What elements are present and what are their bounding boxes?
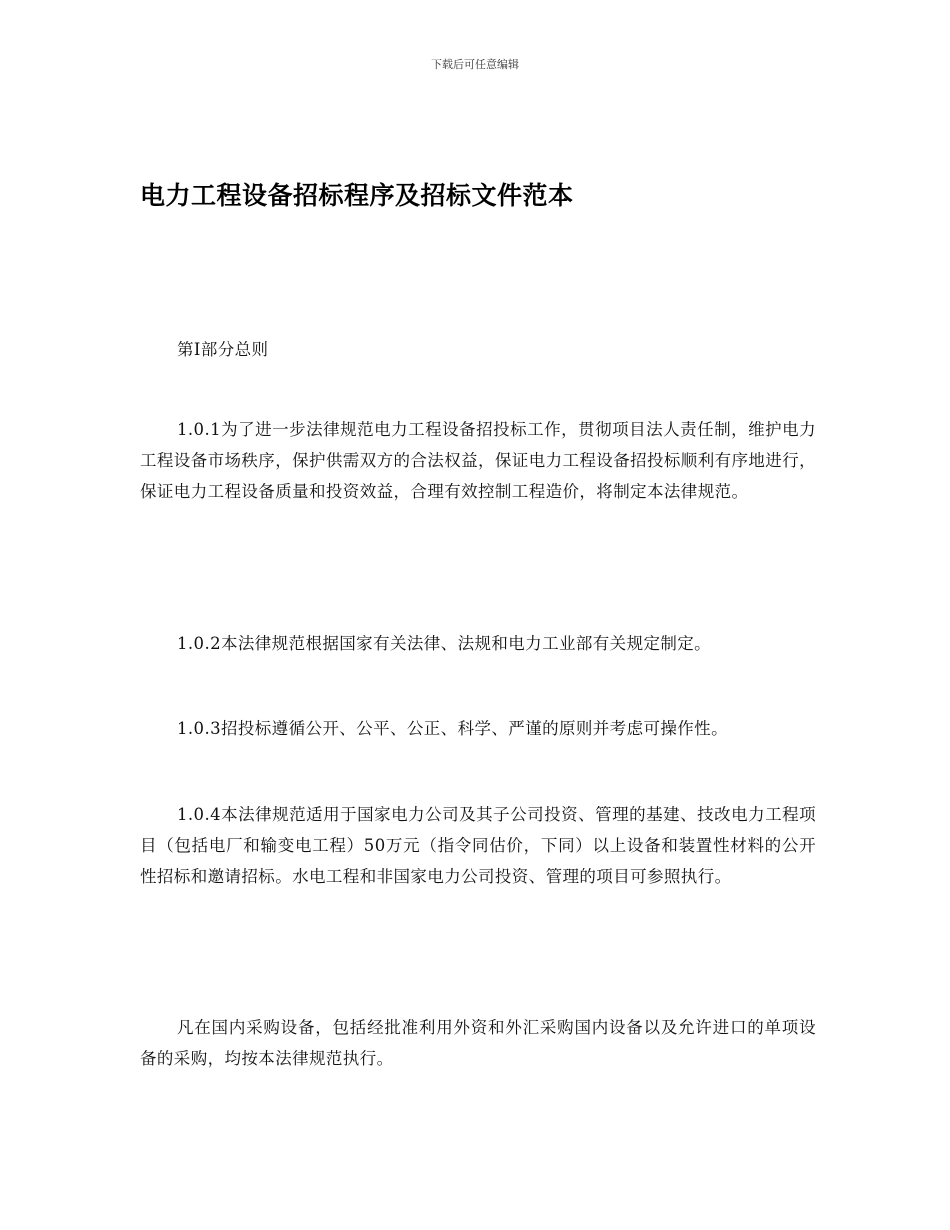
document-title: 电力工程设备招标程序及招标文件范本 [140, 181, 574, 210]
paragraph-domestic-procurement: 凡在国内采购设备，包括经批准利用外资和外汇采购国内设备以及允许进口的单项设备的采购，均按本法律规范执行。 [140, 1018, 816, 1068]
section-heading: 第I部分总则 [177, 340, 269, 359]
paragraph-1-0-1: 1.0.1为了进一步法律规范电力工程设备招投标工作，贯彻项目法人责任制，维护电力工程设备市场秩序，保护供需双方的合法权益，保证电力工程设备招投标顺利有序地进行，保证电力工程设备质量和投资效益，合理有效控制工程造价，将制定本法律规范。 [140, 420, 816, 501]
page-header-note: 下载后可任意编辑 [431, 58, 519, 71]
paragraph-1-0-4: 1.0.4本法律规范适用于国家电力公司及其子公司投资、管理的基建、技改电力工程项目（包括电厂和输变电工程）50万元（指令同估价，下同）以上设备和装置性材料的公开性招标和邀请招标。水电工程和非国家电力公司投资、管理的项目可参照执行。 [140, 805, 816, 886]
paragraph-1-0-2: 1.0.2本法律规范根据国家有关法律、法规和电力工业部有关规定制定。 [177, 634, 712, 653]
paragraph-1-0-3: 1.0.3招投标遵循公开、公平、公正、科学、严谨的原则并考虑可操作性。 [177, 719, 728, 738]
